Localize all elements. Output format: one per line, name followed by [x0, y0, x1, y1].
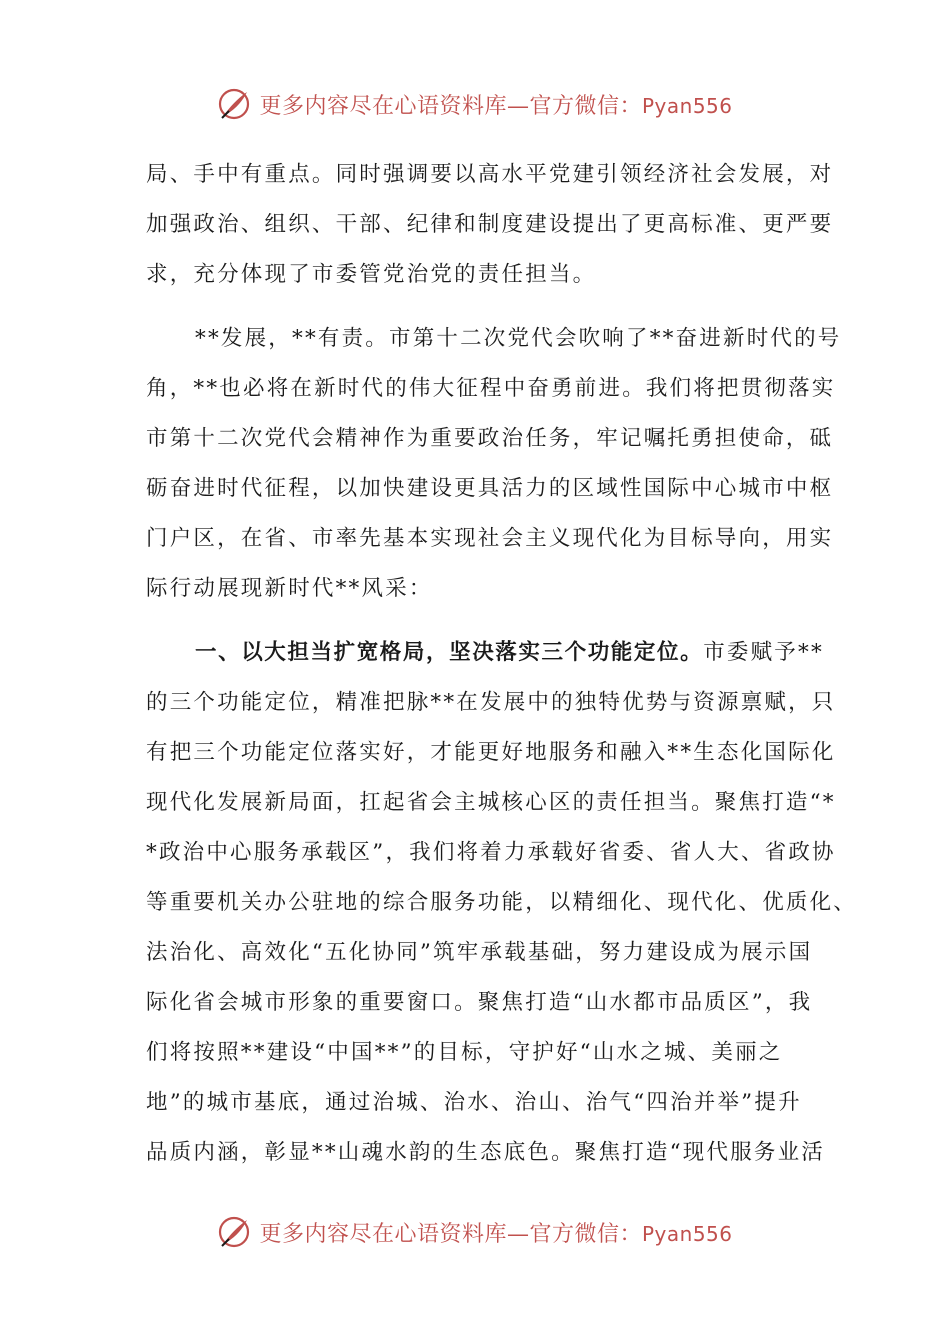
document-body: [146, 150, 858, 1178]
text-line: 市第十二次党代会精神作为重要政治任务，牢记嘱托勇担使命，砥: [146, 426, 834, 451]
text-line: 有把三个功能定位落实好，才能更好地服务和融入**生态化国际化: [146, 740, 836, 765]
banner-label: 更多内容尽在心语资料库—官方微信：: [259, 93, 642, 119]
text-line: 现代化发展新局面，扛起省会主城核心区的责任担当。聚焦打造“*: [146, 790, 836, 815]
banner-text: [259, 1217, 732, 1248]
paragraph-2: [146, 314, 842, 614]
text-line: *政治中心服务承载区”，我们将着力承载好省委、省人大、省政协: [146, 840, 836, 865]
text-line: 砺奋进时代征程，以加快建设更具活力的区域性国际中心城市中枢: [146, 476, 834, 501]
text-line: 地”的城市基底，通过治城、治水、治山、治气“四治并举”提升: [146, 1090, 802, 1115]
banner-text: [259, 89, 732, 120]
text-line: 角，**也必将在新时代的伟大征程中奋勇前进。我们将把贯彻落实: [146, 376, 836, 401]
text-line: 局、手中有重点。同时强调要以高水平党建引领经济社会发展，对: [146, 162, 834, 187]
paragraph-1: [146, 150, 834, 300]
banner-wechat-id: Pyan556: [642, 1221, 733, 1246]
text-line: **发展，**有责。市第十二次党代会吹响了**奋进新时代的号: [195, 326, 842, 351]
text-line: 等重要机关办公驻地的综合服务功能，以精细化、现代化、优质化、: [146, 890, 858, 915]
text-line: 加强政治、组织、干部、纪律和制度建设提出了更高标准、更严要: [146, 212, 834, 237]
text-line: 际行动展现新时代**风采：: [146, 576, 433, 601]
header-banner: [0, 84, 950, 124]
text-line: 门户区，在省、市率先基本实现社会主义现代化为目标导向，用实: [146, 526, 834, 551]
text-line: 求，充分体现了市委管党治党的责任担当。: [146, 262, 597, 287]
text-line: 的三个功能定位，精准把脉**在发展中的独特优势与资源禀赋，只: [146, 690, 836, 715]
quill-logo-icon: [217, 1215, 251, 1249]
paragraph-3: [146, 628, 858, 1178]
heading-line-rest: 市委赋予**: [703, 640, 824, 665]
text-line: 法治化、高效化“五化协同”筑牢承载基础，努力建设成为展示国: [146, 940, 813, 965]
text-line: 品质内涵，彰显**山魂水韵的生态底色。聚焦打造“现代服务业活: [146, 1140, 825, 1165]
text-line-heading: [146, 628, 824, 678]
banner-wechat-id: Pyan556: [642, 93, 733, 118]
text-line: 们将按照**建设“中国**”的目标，守护好“山水之城、美丽之: [146, 1040, 783, 1065]
footer-banner: [0, 1212, 950, 1252]
banner-label: 更多内容尽在心语资料库—官方微信：: [259, 1221, 642, 1247]
text-line: 际化省会城市形象的重要窗口。聚焦打造“山水都市品质区”，我: [146, 990, 813, 1015]
quill-logo-icon: [217, 87, 251, 121]
section-heading: 一、以大担当扩宽格局，坚决落实三个功能定位。: [195, 640, 704, 665]
